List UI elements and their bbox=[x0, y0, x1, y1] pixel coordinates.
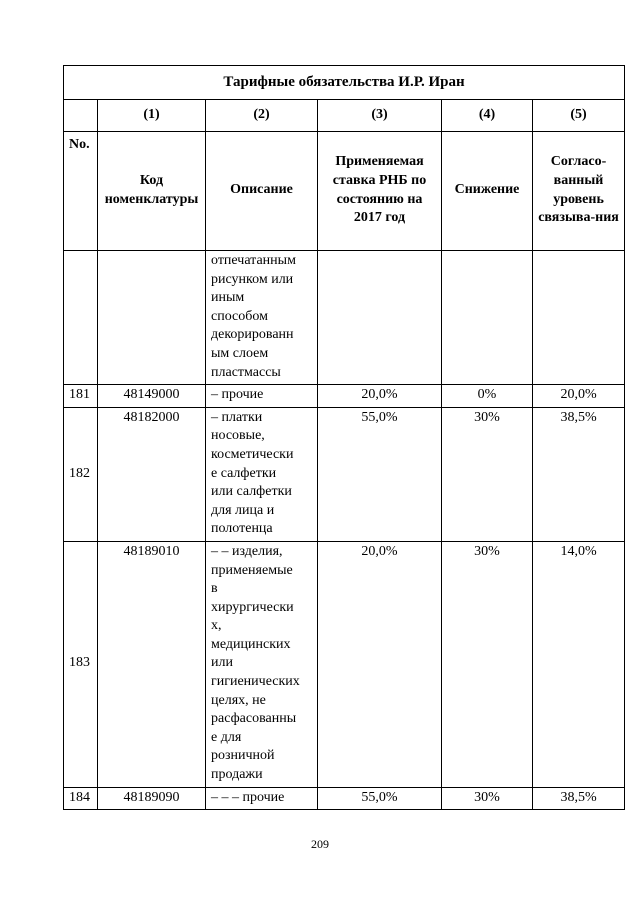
cell-no: 183 bbox=[64, 541, 98, 787]
cell-no: 184 bbox=[64, 787, 98, 810]
cell-applied-rate: 20,0% bbox=[318, 541, 442, 787]
cell-bound-level: 20,0% bbox=[533, 385, 625, 408]
header-reduction: Снижение bbox=[442, 132, 533, 251]
cell-no: 182 bbox=[64, 407, 98, 541]
cell-code: 48149000 bbox=[98, 385, 206, 408]
title-row bbox=[64, 66, 625, 100]
cell-code: 48182000 bbox=[98, 407, 206, 541]
table-row bbox=[64, 787, 625, 810]
cell-bound-level: 14,0% bbox=[533, 541, 625, 787]
column-number: (2) bbox=[206, 100, 318, 132]
cell-empty bbox=[533, 251, 625, 385]
table-title: Тарифные обязательства И.Р. Иран bbox=[64, 66, 625, 100]
column-number: (1) bbox=[98, 100, 206, 132]
cell-reduction: 0% bbox=[442, 385, 533, 408]
cell-description: отпечатанным рисунком или иным способом декорированн ым слоем пластмассы bbox=[206, 251, 318, 385]
cell-code: 48189090 bbox=[98, 787, 206, 810]
header-bound-level: Согласо-ванный уровень связыва-ния bbox=[533, 132, 625, 251]
column-number-row bbox=[64, 100, 625, 132]
cell-applied-rate: 20,0% bbox=[318, 385, 442, 408]
header-description: Описание bbox=[206, 132, 318, 251]
cell-description: – платки носовые, косметически е салфетки или салфетки для лица и полотенца bbox=[206, 407, 318, 541]
cell-empty bbox=[64, 251, 98, 385]
cell-applied-rate: 55,0% bbox=[318, 787, 442, 810]
cell-description: – – изделия, применяемые в хирургически х, медицинских или гигиенических целях, не расфасованны е для розничной продажи bbox=[206, 541, 318, 787]
header-code: Код номенклатуры bbox=[98, 132, 206, 251]
page-number: 209 bbox=[311, 837, 329, 851]
header-row bbox=[64, 132, 625, 251]
cell-reduction: 30% bbox=[442, 787, 533, 810]
cell-applied-rate: 55,0% bbox=[318, 407, 442, 541]
cell-code: 48189010 bbox=[98, 541, 206, 787]
cell-empty bbox=[442, 251, 533, 385]
table-row bbox=[64, 385, 625, 408]
cell-bound-level: 38,5% bbox=[533, 407, 625, 541]
header-no: No. bbox=[64, 132, 98, 251]
cell-empty bbox=[318, 251, 442, 385]
column-number: (3) bbox=[318, 100, 442, 132]
table-row bbox=[64, 407, 625, 541]
column-number: (5) bbox=[533, 100, 625, 132]
cell-empty bbox=[98, 251, 206, 385]
cell-description: – – – прочие bbox=[206, 787, 318, 810]
cell-reduction: 30% bbox=[442, 407, 533, 541]
cell-no: 181 bbox=[64, 385, 98, 408]
cell-bound-level: 38,5% bbox=[533, 787, 625, 810]
column-number: (4) bbox=[442, 100, 533, 132]
cell-description: – прочие bbox=[206, 385, 318, 408]
table-row bbox=[64, 541, 625, 787]
cell-reduction: 30% bbox=[442, 541, 533, 787]
column-number-empty bbox=[64, 100, 98, 132]
table-row-continuation bbox=[64, 251, 625, 385]
tariff-table bbox=[63, 65, 625, 810]
header-applied-rate: Применяемая ставка РНБ по состоянию на 2017 год bbox=[318, 132, 442, 251]
